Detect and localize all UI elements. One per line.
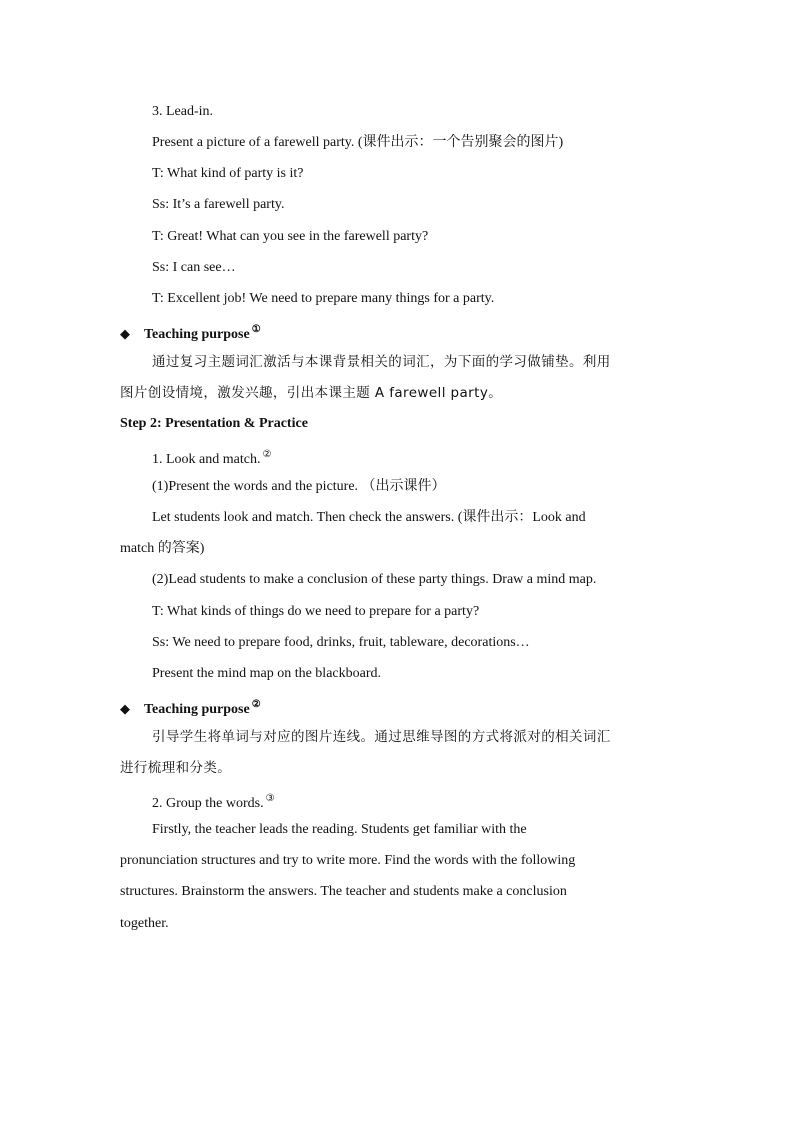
dialogue-line: T: What kinds of things do we need to prepare for a party? [152, 604, 480, 619]
activity-heading [152, 789, 680, 814]
text-line: (1)Present the words and the picture. （出示课件） [152, 479, 446, 494]
diamond-bullet-icon: ◆ [120, 702, 130, 717]
footnote-mark: ② [262, 449, 272, 460]
teaching-purpose-title: Teaching purpose [144, 327, 250, 342]
dialogue-line: Ss: We need to prepare food, drinks, fruit, tableware, decorations… [152, 635, 530, 650]
footnote-mark: ③ [265, 793, 275, 804]
activity-title: 2. Group the words. [152, 796, 264, 811]
footnote-mark: ① [251, 324, 261, 335]
text-line: Present the mind map on the blackboard. [152, 666, 381, 681]
purpose-text: 进行梳理和分类。 [120, 760, 232, 776]
purpose-text: 通过复习主题词汇激活与本课背景相关的词汇，为下面的学习做铺垫。利用 [152, 354, 611, 370]
text-line: structures. Brainstorm the answers. The teacher and students make a conclusion [120, 884, 567, 899]
dialogue-line: T: Great! What can you see in the farewell party? [152, 229, 429, 244]
teaching-purpose-heading-2 [120, 695, 680, 720]
purpose-text: 图片创设情境，激发兴趣，引出本课主题 A farewell party。 [120, 385, 503, 401]
dialogue-line: T: What kind of party is it? [152, 166, 304, 181]
lead-in-heading: 3. Lead-in. [152, 104, 214, 119]
purpose-text: 引导学生将单词与对应的图片连线。通过思维导图的方式将派对的相关词汇 [152, 729, 611, 745]
dialogue-line: T: Excellent job! We need to prepare many things for a party. [152, 291, 495, 306]
teaching-purpose-title: Teaching purpose [144, 702, 250, 717]
footnote-mark: ② [251, 699, 261, 710]
text-line: match 的答案) [120, 541, 205, 556]
text-line: Firstly, the teacher leads the reading. Students get familiar with the [152, 822, 527, 837]
text-line: together. [120, 916, 169, 931]
dialogue-line: Ss: I can see… [152, 260, 236, 275]
activity-heading [152, 445, 680, 470]
text-line: pronunciation structures and try to write more. Find the words with the following [120, 853, 576, 868]
activity-title: 1. Look and match. [152, 452, 261, 467]
text-line: (2)Lead students to make a conclusion of these party things. Draw a mind map. [152, 572, 597, 587]
diamond-bullet-icon: ◆ [120, 327, 130, 342]
teaching-purpose-heading-1 [120, 320, 680, 345]
dialogue-line: Ss: It’s a farewell party. [152, 197, 285, 212]
text-line: Present a picture of a farewell party. (课件出示：一个告别聚会的图片) [152, 135, 564, 150]
text-line: Let students look and match. Then check the answers. (课件出示：Look and [152, 510, 586, 525]
step-heading: Step 2: Presentation & Practice [120, 416, 308, 431]
